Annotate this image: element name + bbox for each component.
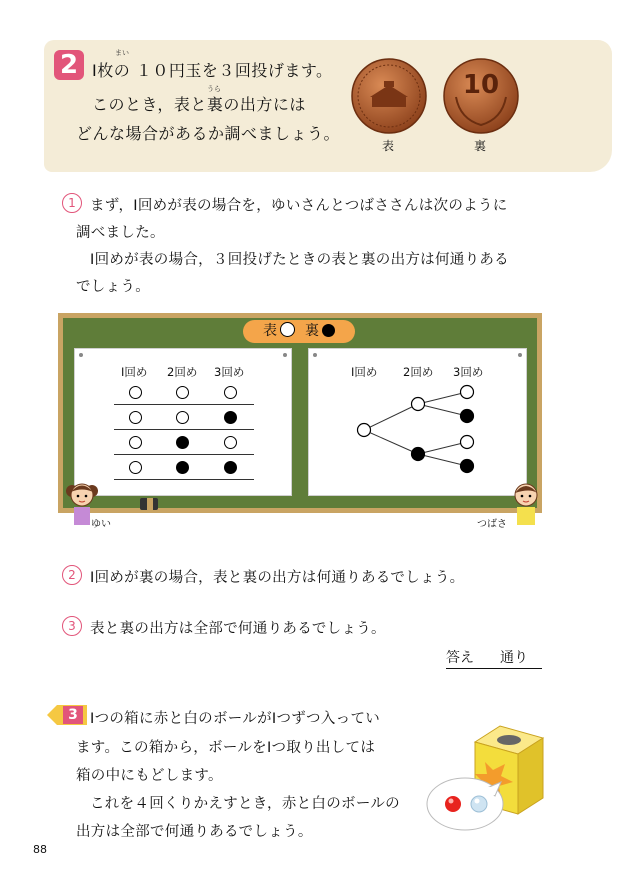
problem-3-number: 3 (63, 706, 83, 724)
tree-branch (418, 392, 467, 404)
coin-back-value: 10 (462, 70, 500, 100)
table-row-divider (114, 404, 254, 405)
coin-front-label: 表 (382, 139, 395, 153)
page-number: 88 (33, 843, 47, 856)
tree-branch (364, 404, 418, 430)
tree-branch (418, 404, 467, 416)
table-dot-black (176, 461, 189, 474)
coin-front-image (350, 57, 428, 135)
tree-node-white (358, 424, 371, 437)
tree-node-white (461, 386, 474, 399)
tree-node-black (412, 448, 425, 461)
table-header-3: 3回め (214, 365, 245, 379)
child-left-name: ゆい (91, 519, 111, 530)
table-row-divider (114, 479, 254, 480)
problem-3-line-1: Ⅰつの箱に赤と白のボールがⅠつずつ入ってい (90, 711, 381, 727)
table-dot-white (129, 461, 142, 474)
question-1-line-4: でしょう。 (76, 279, 150, 295)
tree-branch (364, 430, 418, 454)
child-right-name: つばさ (477, 519, 507, 530)
tree-branch (418, 442, 467, 454)
question-3-number: 3 (62, 616, 82, 636)
problem-3-line-3: 箱の中にもどします。 (76, 768, 223, 784)
table-row-divider (114, 429, 254, 430)
tree-node-white (461, 436, 474, 449)
ball-box-illustration (425, 722, 545, 840)
table-dot-white (129, 386, 142, 399)
table-dot-black (224, 461, 237, 474)
coin-back-label: 裏 (474, 139, 487, 153)
problem-2-line-3: どんな場合があるか調べましょう。 (76, 124, 341, 143)
legend-white-dot (280, 322, 295, 337)
table-header-2: 2回め (167, 365, 198, 379)
problem-2-line-2: このとき，表と裏の出方には (92, 95, 306, 114)
table-dot-white (176, 386, 189, 399)
problem-3-line-5: 出方は全部で何通りあるでしょう。 (76, 824, 313, 840)
question-1-number: 1 (62, 193, 82, 213)
tree-branch (418, 454, 467, 466)
tree-diagram (308, 348, 527, 496)
ruby-ura: うら (207, 85, 221, 93)
eraser-band (147, 498, 153, 510)
question-1-line-3: Ⅰ回めが表の場合，３回投げたときの表と裏の出方は何通りある (90, 252, 509, 268)
answer-line: 答え 通り (446, 647, 542, 669)
tree-node-black (461, 460, 474, 473)
table-row-divider (114, 454, 254, 455)
table-header-1: Ⅰ回め (121, 365, 148, 379)
table-dot-white (176, 411, 189, 424)
question-3-text: 表と裏の出方は全部で何通りあるでしょう。 (90, 621, 386, 637)
table-dot-white (129, 436, 142, 449)
question-2-number: 2 (62, 565, 82, 585)
boy-tsubasa-illustration (508, 477, 544, 527)
tree-node-white (412, 398, 425, 411)
ruby-mai: まい (115, 49, 129, 57)
table-dot-white (224, 436, 237, 449)
problem-3-line-2: ます。この箱から，ボールをⅠつ取り出しては (76, 740, 376, 756)
problem-3-line-4: これを４回くりかえすとき，赤と白のボールの (90, 796, 400, 812)
pin (283, 353, 287, 357)
table-dot-black (176, 436, 189, 449)
problem-2-line-1: Ⅰ枚の １０円玉を３回投げます。 (92, 61, 333, 80)
tree-header-1: Ⅰ回め (351, 365, 378, 379)
tree-node-black (461, 410, 474, 423)
table-dot-white (224, 386, 237, 399)
tree-header-2: 2回め (403, 365, 434, 379)
legend-black-dot (322, 324, 335, 337)
question-1-line-2: 調べました。 (76, 225, 165, 241)
problem-number-badge: 2 (54, 50, 84, 80)
table-dot-black (224, 411, 237, 424)
pin (79, 353, 83, 357)
tree-header-3: 3回め (453, 365, 484, 379)
table-dot-white (129, 411, 142, 424)
question-1-line-1: まず，Ⅰ回めが表の場合を，ゆいさんとつばささんは次のように (90, 198, 508, 214)
question-2-text: Ⅰ回めが裏の場合，表と裏の出方は何通りあるでしょう。 (90, 570, 465, 586)
legend-badge: 表 裏 (243, 320, 355, 343)
